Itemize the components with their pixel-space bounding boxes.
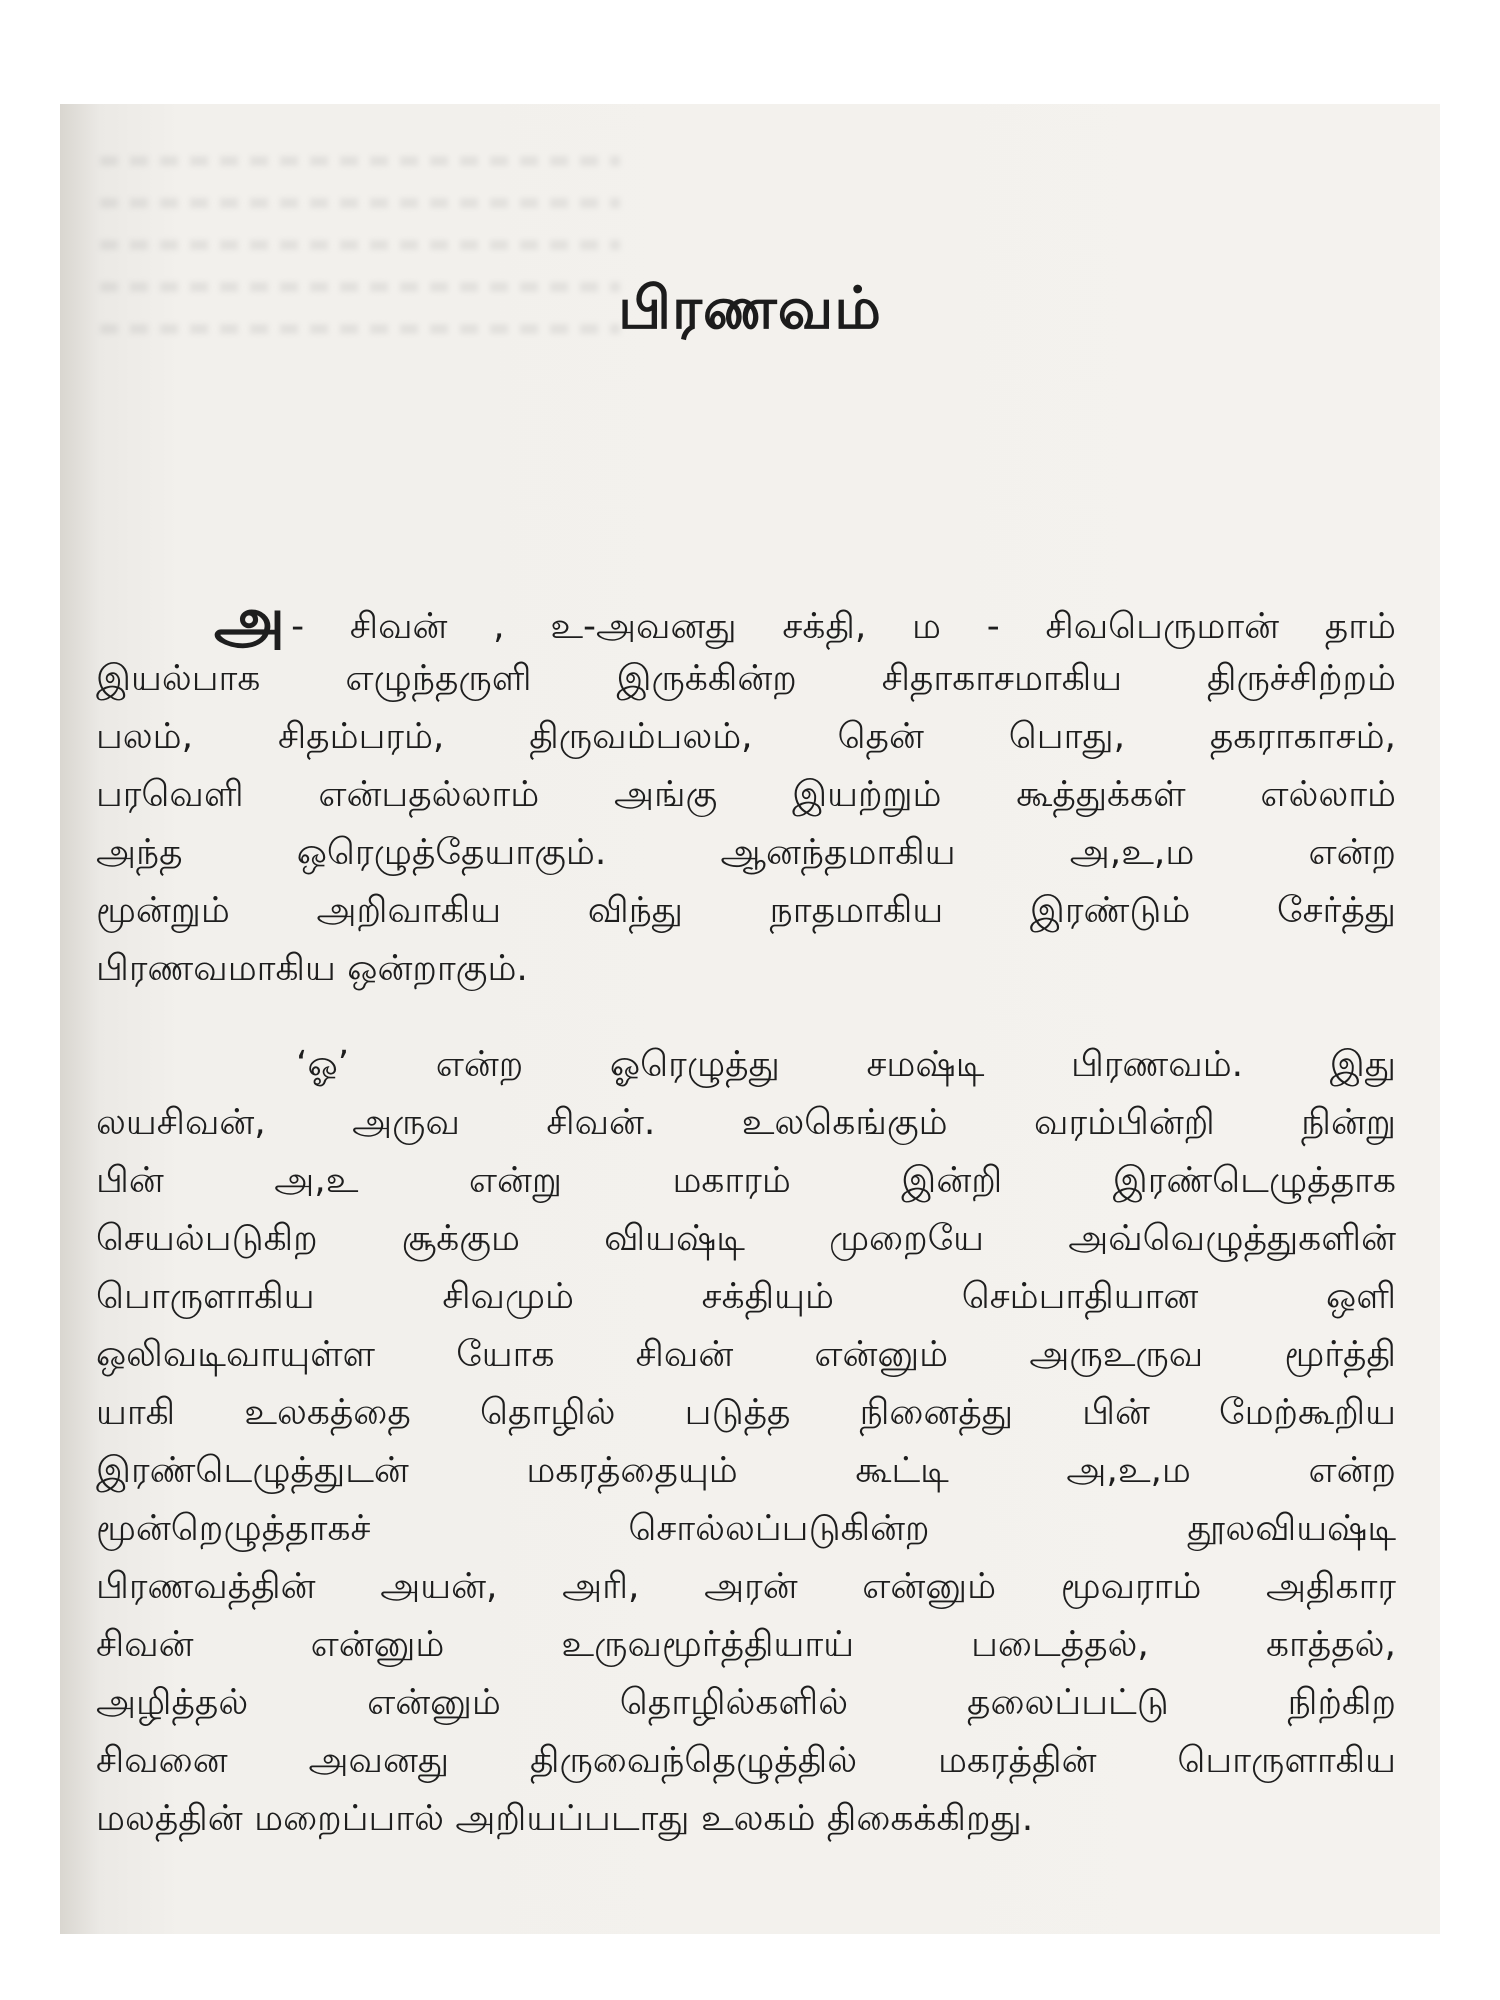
text-line: பரவெளி என்பதல்லாம் அங்கு இயற்றும் கூத்துக்கள் எல்லாம் [96,774,1396,815]
text-line: இயல்பாக எழுந்தருளி இருக்கின்ற சிதாகாசமாகிய திருச்சிற்றம் [96,658,1396,699]
text-line: யாகி உலகத்தை தொழில் படுத்த நினைத்து பின் மேற்கூறிய [96,1392,1396,1433]
text-line: பின் அ,உ என்று மகாரம் இன்றி இரண்டெழுத்தாக [96,1160,1396,1201]
text-line [96,592,1396,650]
text-line: பலம், சிதம்பரம், திருவம்பலம், தென் பொது, தகராகாசம், [96,716,1396,757]
text-line: மூன்றெழுத்தாகச் சொல்லப்படுகின்ற தூலவியஷ்டி [96,1508,1396,1549]
text-line: பிரணவத்தின் அயன், அரி, அரன் என்னும் மூவராம் அதிகார [96,1566,1396,1607]
scanned-page [60,104,1440,1934]
text-line: அழித்தல் என்னும் தொழில்களில் தலைப்பட்டு நிற்கிற [96,1682,1396,1723]
text-line-content: ‘ஓ’ என்ற ஓரெழுத்து சமஷ்டி பிரணவம். இது [296,1044,1396,1085]
paragraph-2 [96,1036,1396,1848]
text-line-content: - சிவன் , உ-அவனது சக்தி, ம - சிவபெருமான் தாம் [291,606,1396,647]
text-line: சிவனை அவனது திருவைந்தெழுத்தில் மகரத்தின் பொருளாகிய [96,1740,1396,1781]
text-line: மலத்தின் மறைப்பால் அறியப்படாது உலகம் திகைக்கிறது. [96,1798,1034,1839]
text-line [96,1036,1396,1094]
page-title: பிரணவம் [618,274,882,342]
paragraph-gap [96,998,1396,1036]
text-line: சிவன் என்னும் உருவமூர்த்தியாய் படைத்தல், காத்தல், [96,1624,1396,1665]
text-line: மூன்றும் அறிவாகிய விந்து நாதமாகிய இரண்டும் சேர்த்து [96,890,1396,931]
text-line: இரண்டெழுத்துடன் மகரத்தையும் கூட்டி அ,உ,ம என்ற [96,1450,1396,1491]
paragraph-1 [96,592,1396,998]
text-line: செயல்படுகிற சூக்கும வியஷ்டி முறையே அவ்வெழுத்துகளின் [96,1218,1396,1259]
text-line: அந்த ஒரெழுத்தேயாகும். ஆனந்தமாகிய அ,உ,ம என்ற [96,832,1396,873]
text-line: ஒலிவடிவாயுள்ள யோக சிவன் என்னும் அருஉருவ மூர்த்தி [96,1334,1396,1375]
text-line: பிரணவமாகிய ஒன்றாகும். [96,948,528,989]
text-line: லயசிவன், அருவ சிவன். உலகெங்கும் வரம்பின்றி நின்று [96,1102,1396,1143]
body-text [96,592,1396,1848]
drop-cap: அ [214,592,286,650]
text-line: பொருளாகிய சிவமும் சக்தியும் செம்பாதியான ஒளி [96,1276,1396,1317]
